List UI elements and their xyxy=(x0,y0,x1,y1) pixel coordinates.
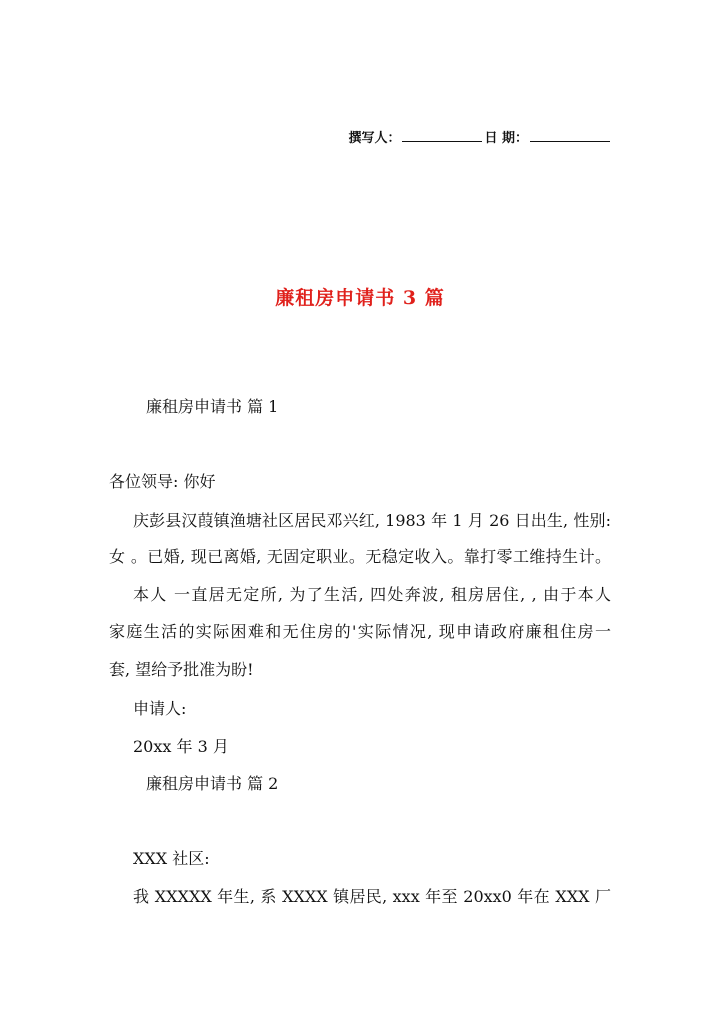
author-label: 撰写人： xyxy=(348,131,401,146)
section1-heading: 廉租房申请书 篇 1 xyxy=(146,397,279,416)
section1-para2-line2: 家庭生活的实际困难和无住房的'实际情况, 现申请政府廉租住房一 xyxy=(109,622,611,641)
header-author-date xyxy=(348,127,612,146)
section2-para1-line1: 我 XXXXX 年生, 系 XXXX 镇居民, xxx 年至 20xx0 年在 XXX 厂 xyxy=(133,887,611,906)
document-title: 廉租房申请书 3 篇 xyxy=(275,287,445,309)
section1-para1-line1: 庆彭县汉葭镇渔塘社区居民邓兴红, 1983 年 1 月 26 日出生, 性别: xyxy=(133,511,611,530)
section1-salutation: 各位领导: 你好 xyxy=(109,472,216,491)
section1-para2-line3: 套, 望给予批准为盼! xyxy=(109,660,254,679)
author-blank xyxy=(402,129,482,142)
date-blank xyxy=(530,129,610,142)
date-label: 日 期： xyxy=(484,131,528,146)
section2-heading: 廉租房申请书 篇 2 xyxy=(146,774,279,793)
section1-applicant: 申请人: xyxy=(133,699,187,718)
section2-salutation: XXX 社区: xyxy=(133,849,210,868)
section1-date: 20xx 年 3 月 xyxy=(133,737,229,756)
section1-para1-line2: 女 。已婚, 现已离婚, 无固定职业。无稳定收入。靠打零工维持生计。 xyxy=(109,547,611,566)
section1-para2-line1: 本人 一直居无定所, 为了生活, 四处奔波, 租房居住, , 由于本人 xyxy=(133,585,611,604)
